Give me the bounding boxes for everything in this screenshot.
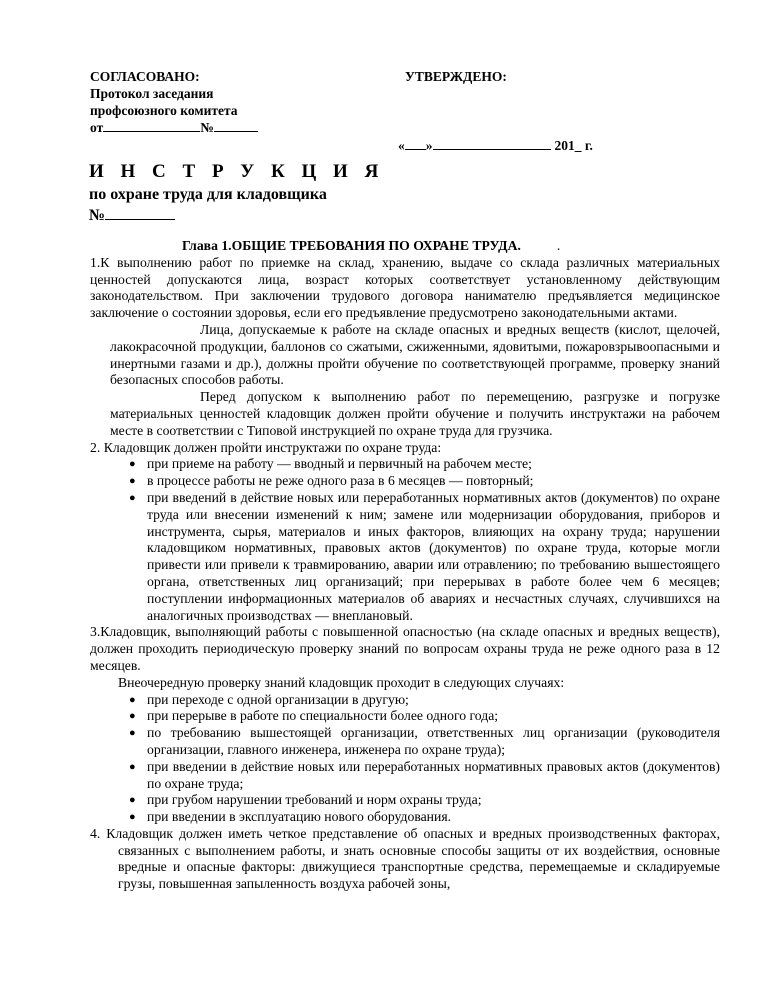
list-item: ● при приеме на работу — вводный и первичный на рабочем месте; [129, 456, 532, 472]
list-item: ● при перерыве в работе по специальности более одного года; [129, 708, 499, 724]
doc-number-blank[interactable] [105, 205, 175, 220]
paragraph-1a: Лица, допускаемые к работе на складе опасных и вредных веществ (кислот, щелочей, лакокрасочной продукции, баллонов со сжатыми, сжиженными, ядовитыми, пожаровзрывоопасными и инертными газами и др.), должны пройти обучение по соответствующей программе, проверку знаний безопасных способов работы. [110, 321, 720, 388]
bullet-icon: ● [129, 475, 136, 488]
list-item: ● по требованию вышестоящей организации, ответственных лиц организации (руководителя организации, главного инженера, инженера по охране труда); [129, 725, 720, 757]
protocol-line1: Протокол заседания [90, 86, 214, 101]
day-blank[interactable] [405, 137, 426, 150]
approved-label: УТВЕРЖДЕНО: [405, 69, 507, 84]
bullet-icon: ● [129, 794, 136, 807]
paragraph-3: 3.Кладовщик, выполняющий работы с повышенной опасностью (на складе опасных и вредных веществ), должен проходить периодическую проверку знаний по вопросам охраны труда не реже одного раза в 12 месяцев. [90, 624, 720, 673]
list-item: ● при переходе с одной организации в другую; [129, 691, 409, 707]
chapter-heading: Глава 1.ОБЩИЕ ТРЕБОВАНИЯ ПО ОХРАНЕ ТРУДА. . [182, 238, 561, 253]
protocol-date-line [90, 119, 258, 136]
date-blank[interactable] [103, 119, 200, 132]
briefing-list [90, 456, 720, 624]
paragraph-1: 1.К выполнению работ по приемке на склад, хранению, выдаче со склада различных материальных ценностей допускаются лица, возраст которых соответствует установленному действующим законодательством. При заключении трудового договора нанимателю предъявляется медицинское заключение о состоянии здоровья, если его предъявление предусмотрено законодательными актами. [90, 254, 720, 321]
from-label: от [90, 120, 104, 135]
paragraph-2: 2. Кладовщик должен пройти инструктажи по охране труда: [90, 439, 442, 455]
approval-date-line: « » 201_ г. [398, 138, 593, 153]
list-item: ● при введений в действие новых или переработанных нормативных актов (документов) по охране труда или внесении изменений к ним; замене или модернизации оборудования, приборов и инструмента, сырья, материалов и иных факторов, влияющих на охрану труда; нарушении кладовщиком нормативных, правовых актов (документов) по охране труда, которые могли привести или привели к травмированию, аварии или отравлению; по требованию вышестоящего органа, ответственных лиц организаций; при перерывах в работе более чем 6 месяцев; поступлении информационных материалов об авариях и несчастных случаях, случившихся на аналогичных производствах — внеплановый. [129, 489, 720, 623]
year-label: 201_ г. [554, 138, 593, 153]
paragraph-1b: Перед допуском к выполнению работ по перемещению, разгрузке и погрузке материальных ценностей кладовщик должен пройти обучение и получить инструктажи на рабочем месте в соответствии с Типовой инструкцией по охране труда для грузчика. [110, 389, 720, 438]
list-item: ● при введении в эксплуатацию нового оборудования. [129, 809, 452, 825]
document-title: И Н С Т Р У К Ц И Я [89, 161, 385, 182]
number-sign: № [200, 120, 214, 135]
document-subtitle: по охране труда для кладовщика [89, 186, 327, 203]
bullet-icon: ● [129, 710, 136, 723]
list-item: ● при грубом нарушении требований и норм охраны труда; [129, 792, 482, 808]
month-blank[interactable] [433, 137, 551, 150]
bullet-icon: ● [129, 491, 136, 504]
document-number-line: № [89, 205, 175, 225]
document-body [90, 238, 720, 893]
extra-check-list [90, 692, 720, 826]
bullet-icon: ● [129, 458, 136, 471]
list-item: ● в процессе работы не реже одного раза в 6 месяцев — повторный; [129, 473, 534, 489]
bullet-icon: ● [129, 760, 136, 773]
list-item: ● при введении в действие новых или переработанных нормативных правовых актов (документов) по охране труда; [129, 758, 720, 791]
protocol-line2: профсоюзного комитета [90, 103, 238, 118]
number-blank[interactable] [214, 119, 258, 132]
paragraph-1-sub [90, 322, 720, 440]
paragraph-4: 4. Кладовщик должен иметь четкое представление об опасных и вредных производственных факторах, связанных с выполнением работы, и знать основные способы защиты от их воздействия, основные вредные и опасные факторы: движущиеся транспортные средства, перемещаемые и складируемые грузы, повышенная запыленность воздуха рабочей зоны, [90, 825, 720, 892]
paragraph-3a: Внеочередную проверку знаний кладовщик проходит в следующих случаях: [118, 674, 565, 690]
bullet-icon: ● [129, 727, 136, 740]
bullet-icon: ● [129, 811, 136, 824]
bullet-icon: ● [129, 693, 136, 706]
agreed-label: СОГЛАСОВАНО: [90, 69, 200, 84]
